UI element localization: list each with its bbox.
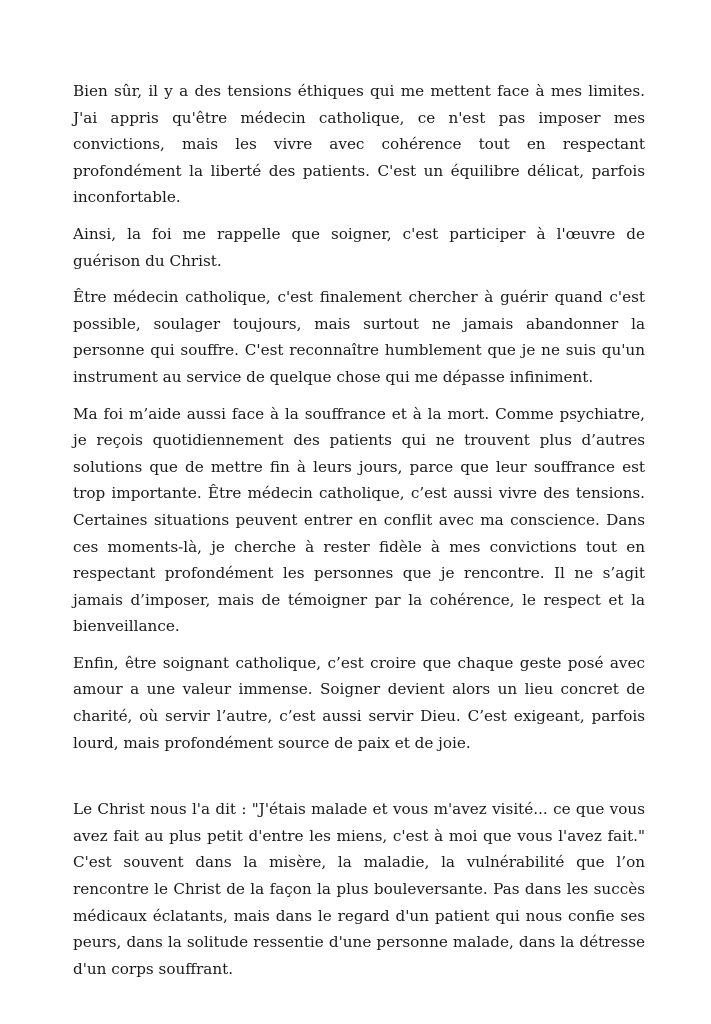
paragraph-catholic-doctor: Être médecin catholique, c'est finalement chercher à guérir quand c'est possible, soulager toujours, mais surtout ne jamais abandonner la personne qui souffre. C'est reconnaître humblement que je ne suis qu'un instrument au service de quelque chose qui me dépasse infiniment. xyxy=(73,288,645,386)
paragraph-faith-healing: Ainsi, la foi me rappelle que soigner, c'est participer à l'œuvre de guérison du Christ. xyxy=(73,224,645,270)
paragraph-charity: Enfin, être soignant catholique, c’est croire que chaque geste posé avec amour a une valeur immense. Soigner devient alors un lieu concret de charité, où servir l’autre, c’est aussi servir Dieu. C’est exigeant, parfois lourd, mais profondément source de paix et de joie. xyxy=(73,653,645,752)
paragraph-suffering-death: Ma foi m’aide aussi face à la souffrance et à la mort. Comme psychiatre, je reçois quotidiennement des patients qui ne trouvent plus d’autres solutions que de mettre fin à leurs jours, parce que leur souffrance est trop importante. Être médecin catholique, c’est aussi vivre des tensions. Certaines situations peuvent entrer en conflit avec ma conscience. Dans ces moments-là, je cherche à rester fidèle à mes convictions tout en respectant profondément les personnes que je rencontre. Il ne s’agit jamais d’imposer, mais de témoigner par la cohérence, le respect et la bienveillance. xyxy=(73,404,645,636)
document-page xyxy=(73,78,645,992)
paragraph-christ-quote: Le Christ nous l'a dit : "J'étais malade et vous m'avez visité... ce que vous avez fait au plus petit d'entre les miens, c'est à moi que vous l'avez fait." C'est souvent dans la misère, la maladie, la vulnérabilité que l’on rencontre le Christ de la façon la plus bouleversante. Pas dans les succès médicaux éclatants, mais dans le regard d'un patient qui nous confie ses peurs, dans la solitude ressentie d'une personne malade, dans la détresse d'un corps souffrant. xyxy=(73,800,645,978)
paragraph-ethical-tensions: Bien sûr, il y a des tensions éthiques qui me mettent face à mes limites. J'ai appris qu'être médecin catholique, ce n'est pas imposer mes convictions, mais les vivre avec cohérence tout en respectant profondément la liberté des patients. C'est un équilibre délicat, parfois inconfortable. xyxy=(73,82,645,207)
